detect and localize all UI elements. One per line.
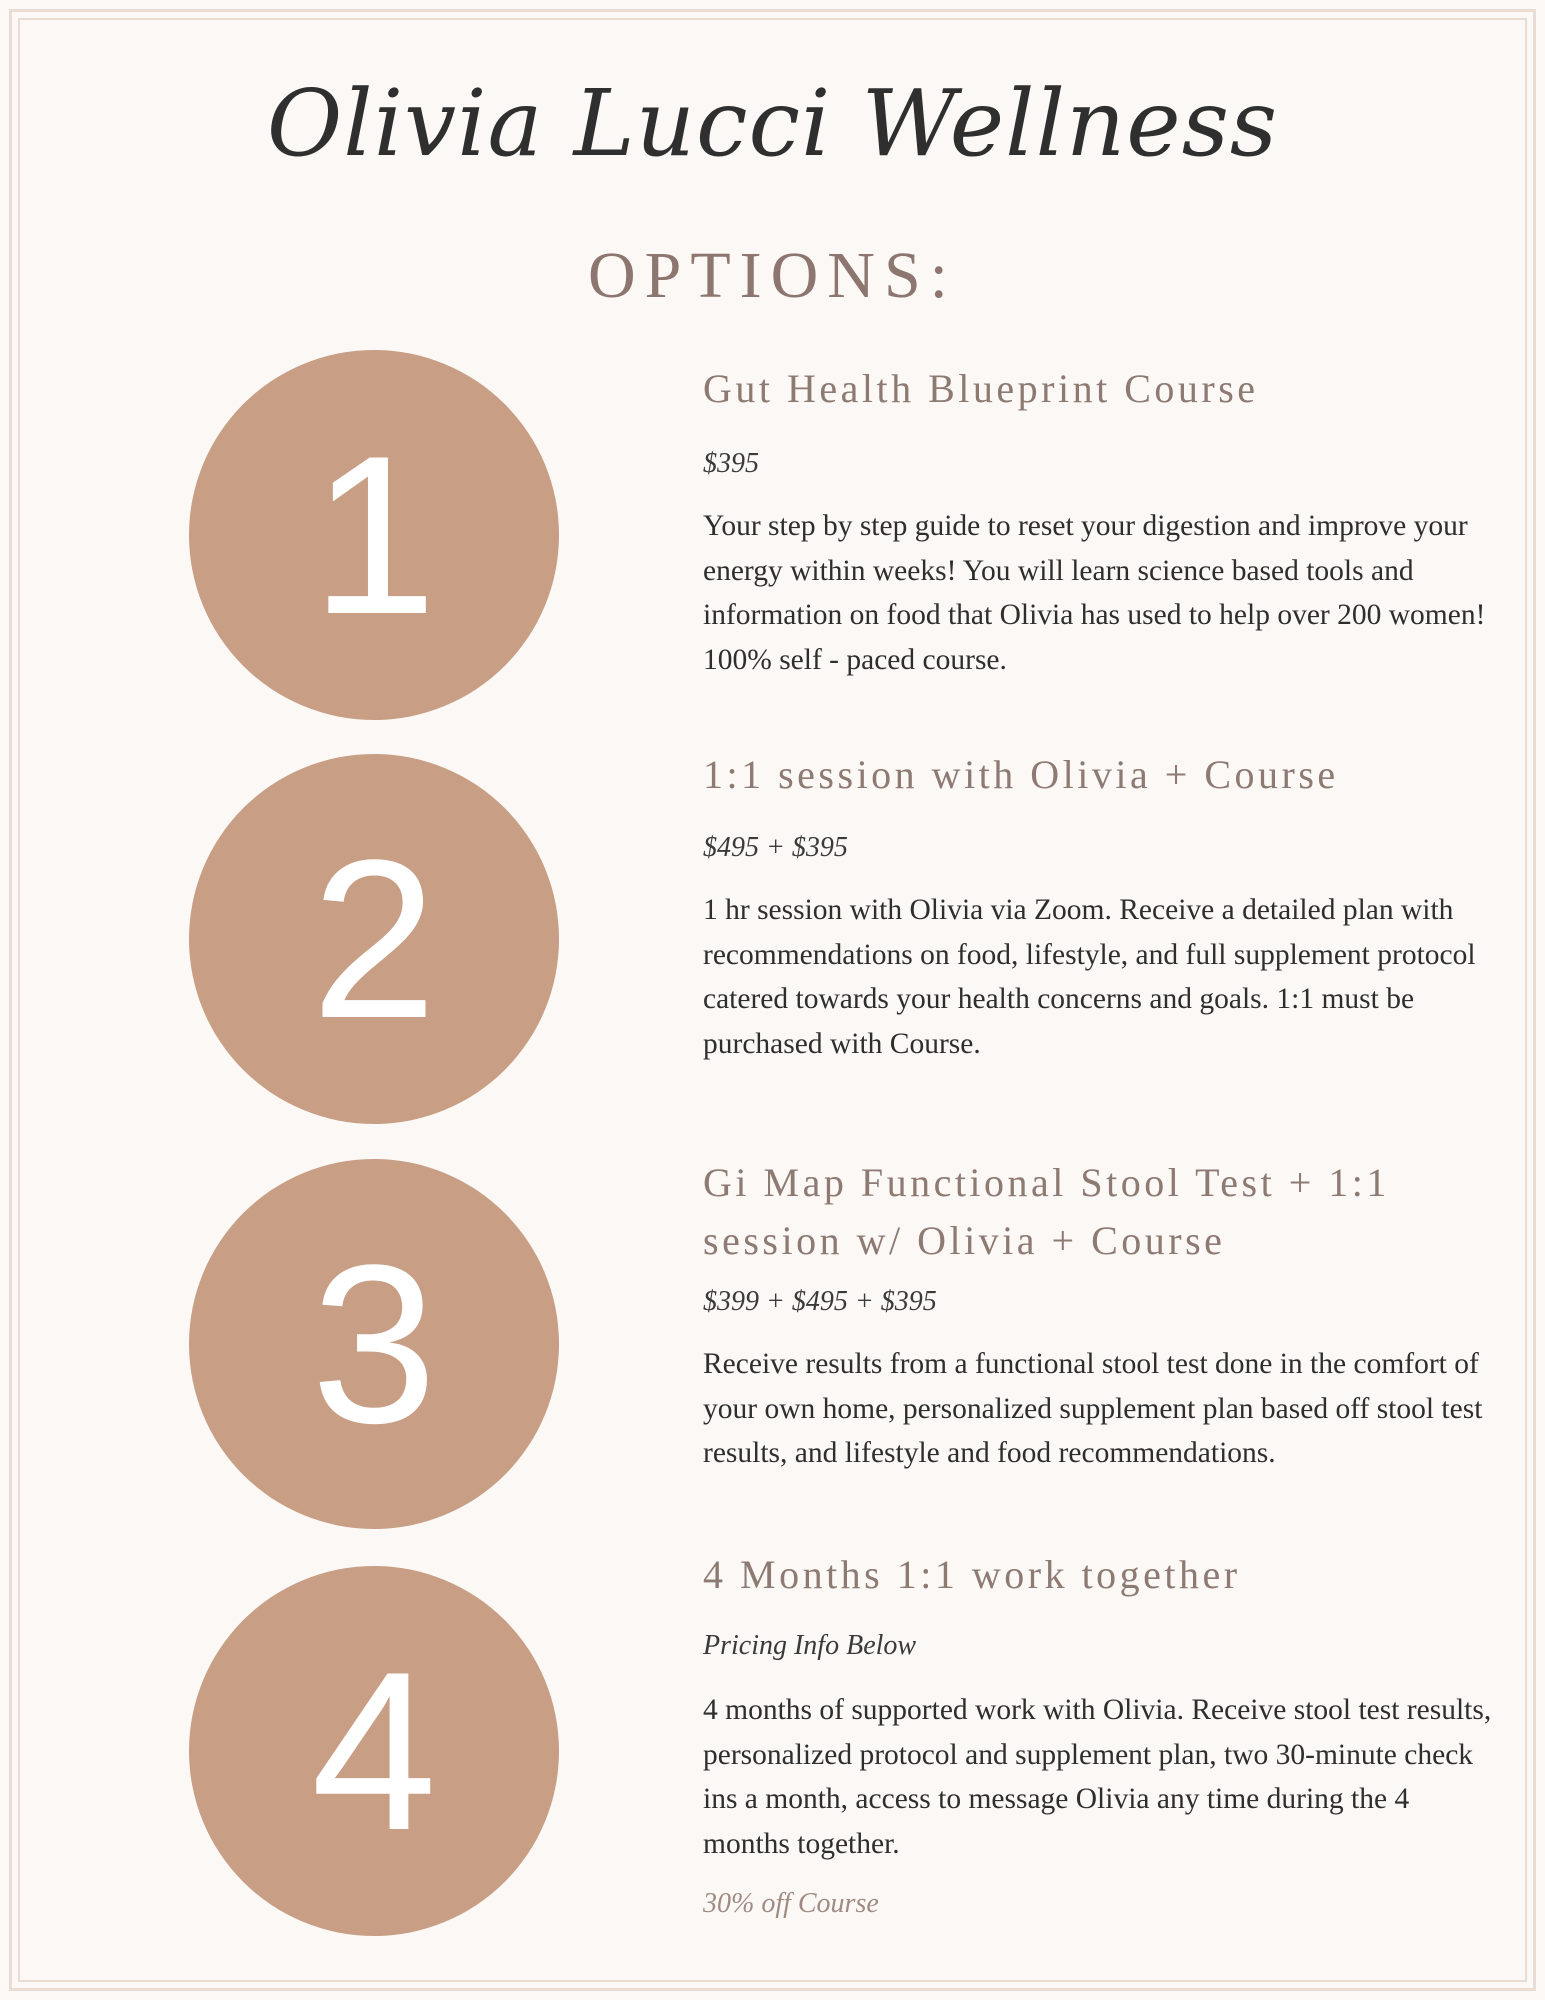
options-heading: OPTIONS: [587,239,958,312]
option-4-number-circle [189,1566,559,1936]
option-3-number-circle [189,1159,559,1529]
option-4-price: Pricing Info Below [703,1630,917,1661]
option-3-title: Gi Map Functional Stool Test + 1:1 session w/ Olivia + Course [703,1160,1390,1263]
option-4-description: 4 months of supported work with Olivia. Receive stool test results, personalized protocol and supplement plan, two 30-minute check ins a month, access to message Olivia any time during the 4 months together. [703,1694,1492,1860]
option-3-price: $399 + $495 + $395 [703,1286,937,1317]
option-1-description: Your step by step guide to reset your digestion and improve your energy within weeks! You will learn science based tools and information on food that Olivia has used to help over 200 women! 100% self - paced course. [703,510,1486,676]
option-2-title: 1:1 session with Olivia + Course [703,752,1339,797]
option-4-number: 4 [311,1624,437,1877]
option-3-number: 3 [311,1217,437,1470]
option-4-note: 30% off Course [703,1888,879,1919]
option-2-price: $495 + $395 [703,832,848,863]
option-1-price: $395 [703,448,759,479]
option-1-number-circle [189,350,559,720]
option-2-number: 2 [311,812,437,1065]
option-3-description: Receive results from a functional stool test done in the comfort of your own home, personalized supplement plan based off stool test results, and lifestyle and food recommendations. [703,1348,1483,1469]
brand-title: Olivia Lucci Wellness [266,70,1279,177]
option-2-number-circle [189,754,559,1124]
option-2-description: 1 hr session with Olivia via Zoom. Receive a detailed plan with recommendations on food, lifestyle, and full supplement protocol catered towards your health concerns and goals. 1:1 must be purchased with Course. [703,894,1476,1060]
option-1-number: 1 [311,408,437,661]
option-1-title: Gut Health Blueprint Course [703,366,1259,411]
option-4-title: 4 Months 1:1 work together [703,1552,1241,1597]
